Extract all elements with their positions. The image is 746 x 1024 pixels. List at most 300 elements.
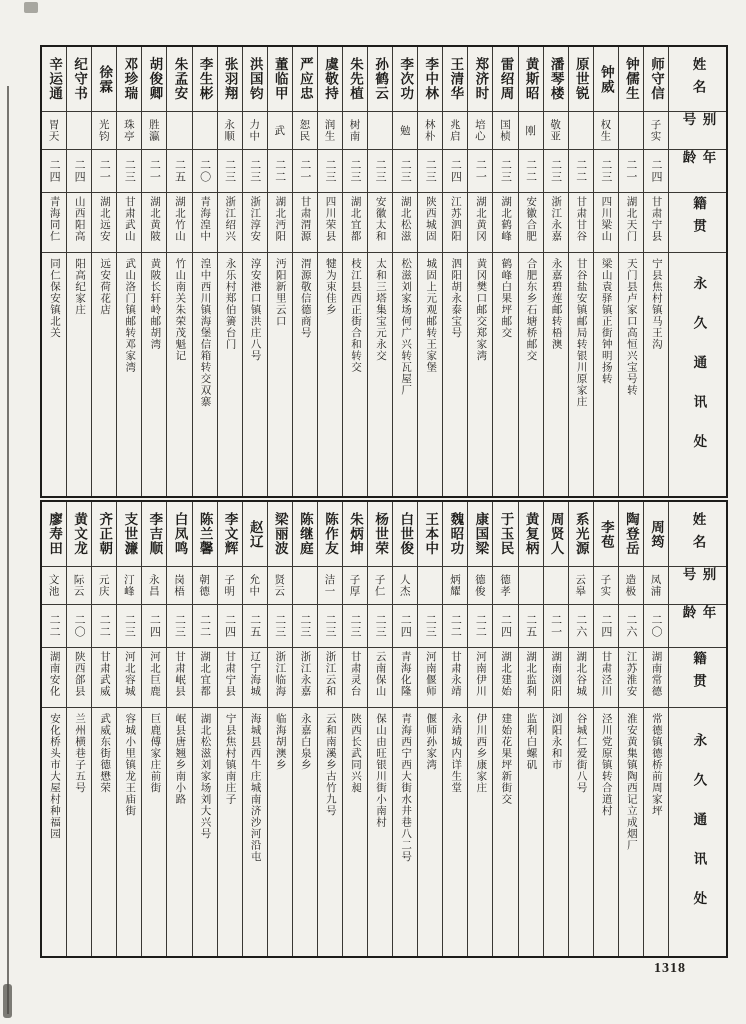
person-name: 朱炳坤 [347,512,364,556]
page-number: 1318 [654,961,686,976]
person-native-place: 湖北鹤峰 [493,192,517,252]
person-column [292,47,317,496]
person-name: 辛运通 [46,57,63,101]
person-native-place: 湖北黄陂 [142,192,166,252]
person-alias: 子厚 [343,566,367,604]
person-age: 二四 [67,149,91,192]
person-address: 淳安港口镇洪庄八号 [243,252,267,496]
person-age: 二三 [393,149,417,192]
person-alias: 岗梧 [167,566,191,604]
person-address: 永乐村郑伯箦台门 [218,252,242,496]
person-name: 王本中 [422,512,439,556]
header-alias-label: 别号 [669,566,726,604]
person-name: 陶登岳 [622,512,639,556]
person-native-place: 青海化隆 [393,647,417,707]
person-address: 宁县焦村镇马王沟 [644,252,668,496]
person-name: 王清华 [447,57,464,101]
person-name: 严应忠 [296,57,313,101]
person-native-place: 浙江绍兴 [218,192,242,252]
person-age: 二一 [293,149,317,192]
person-native-place: 浙江永嘉 [293,647,317,707]
person-alias: 子实 [644,111,668,149]
person-alias: 造极 [619,566,643,604]
scan-artifact-top-mark [24,2,38,13]
person-native-place: 甘肃宁县 [644,192,668,252]
person-name: 李文辉 [221,512,238,556]
person-native-place: 甘肃武山 [117,192,141,252]
person-alias [619,111,643,149]
header-address-label: 永久通讯处 [669,252,726,496]
person-column [568,502,593,956]
person-age: 二四 [142,604,166,647]
person-native-place: 湖南浏阳 [544,647,568,707]
person-age: 二一 [468,149,492,192]
person-native-place: 湖北谷城 [569,647,593,707]
person-native-place: 湖北远安 [92,192,116,252]
person-column [417,502,442,956]
person-name: 白世俊 [397,512,414,556]
person-address: 陕西长武同兴昶 [343,707,367,956]
person-column [342,502,367,956]
person-column [217,502,242,956]
person-alias: 永昌 [142,566,166,604]
person-native-place: 甘肃武威 [92,647,116,707]
person-alias: 汀峰 [117,566,141,604]
header-native-label: 籍贯 [669,647,726,707]
person-name: 胡俊卿 [146,57,163,101]
person-name: 周贤人 [547,512,564,556]
person-address: 伊川西乡康家庄 [468,707,492,956]
person-address: 临海胡澳乡 [268,707,292,956]
person-alias: 朝德 [193,566,217,604]
person-age: 二一 [142,149,166,192]
person-name: 杨世荣 [372,512,389,556]
person-native-place: 湖南安化 [42,647,66,707]
person-column [267,47,292,496]
person-age: 二三 [268,604,292,647]
person-column [91,502,116,956]
person-name: 李中林 [422,57,439,101]
person-address: 武威东街德懋荣 [92,707,116,956]
person-name: 邓珍瑞 [121,57,138,101]
person-name: 黄斯昭 [522,57,539,101]
person-name: 白凤鸣 [171,512,188,556]
person-address: 永靖城内详生堂 [443,707,467,956]
person-name: 支世濂 [121,512,138,556]
person-age: 二三 [343,604,367,647]
person-address: 松滋刘家场何广兴转瓦屋厂 [393,252,417,496]
person-column [442,47,467,496]
person-name: 黄复柄 [522,512,539,556]
person-native-place: 湖北宜都 [193,647,217,707]
person-column [42,502,66,956]
person-native-place: 湖北建始 [493,647,517,707]
person-column [141,47,166,496]
person-address: 保山由旺银川街小南村 [368,707,392,956]
person-address: 太和三塔集宝元永交 [368,252,392,496]
register-table-lower [40,500,728,958]
person-name: 洪国钧 [246,57,263,101]
person-native-place: 安徽合肥 [519,192,543,252]
person-column [141,502,166,956]
person-address: 湟中西川镇海堡信箱转交双寨 [193,252,217,496]
person-age: 二一 [92,149,116,192]
person-name: 孙鹤云 [372,57,389,101]
person-native-place: 江苏泗阳 [443,192,467,252]
header-age-label: 年龄 [669,604,726,647]
person-alias: 刚 [519,111,543,149]
person-alias: 人杰 [393,566,417,604]
person-native-place: 河北容城 [117,647,141,707]
person-age: 二二 [92,604,116,647]
person-alias [544,566,568,604]
person-age: 二三 [318,149,342,192]
person-address: 兰州横巷子五号 [67,707,91,956]
person-alias: 凤浦 [644,566,668,604]
person-address: 浏阳永和市 [544,707,568,956]
person-native-place: 河北巨鹿 [142,647,166,707]
person-address: 湖北松滋刘家场刘大兴号 [193,707,217,956]
person-age: 二二 [268,149,292,192]
person-name: 纪守书 [71,57,88,101]
person-alias: 国桢 [493,111,517,149]
person-column [317,502,342,956]
person-age: 二三 [318,604,342,647]
person-name: 齐正朝 [96,512,113,556]
person-name: 陈作友 [321,512,338,556]
person-age: 二三 [368,149,392,192]
person-name: 陈兰馨 [196,512,213,556]
person-alias: 胜瀛 [142,111,166,149]
person-alias: 子实 [594,566,618,604]
scan-artifact-bottom-smudge [3,984,12,1018]
person-alias [519,566,543,604]
header-name-label: 姓名 [689,511,706,557]
person-age: 二二 [42,604,66,647]
person-native-place: 湖北松滋 [393,192,417,252]
person-age: 二〇 [67,604,91,647]
person-alias: 文池 [42,566,66,604]
person-name: 魏昭功 [447,512,464,556]
person-alias: 敬亚 [544,111,568,149]
person-address: 常德镇德桥前周家坪 [644,707,668,956]
person-age: 二一 [544,604,568,647]
person-address: 阳高纪家庄 [67,252,91,496]
person-column [492,502,517,956]
person-column [392,47,417,496]
person-age: 二五 [519,604,543,647]
person-alias: 力中 [243,111,267,149]
person-age: 二三 [493,149,517,192]
person-age: 二三 [544,149,568,192]
person-age: 二四 [42,149,66,192]
person-address: 沔阳新里云口 [268,252,292,496]
person-name: 李次功 [397,57,414,101]
person-native-place: 甘肃宁县 [218,647,242,707]
person-native-place: 河南偃师 [418,647,442,707]
person-column [568,47,593,496]
person-address: 建始花果坪新街交 [493,707,517,956]
person-name: 师守信 [647,57,664,101]
person-column [292,502,317,956]
person-name: 陈继庭 [296,512,313,556]
person-age: 二四 [594,604,618,647]
person-native-place: 青海同仁 [42,192,66,252]
person-age: 二二 [468,604,492,647]
person-native-place: 青海湟中 [193,192,217,252]
person-alias: 林朴 [418,111,442,149]
person-age: 二三 [368,604,392,647]
person-name: 张羽翔 [221,57,238,101]
person-alias: 珠亭 [117,111,141,149]
person-alias: 云皋 [569,566,593,604]
person-column [91,47,116,496]
person-address: 枝江县西正街合和转交 [343,252,367,496]
person-column [392,502,417,956]
person-native-place: 浙江云和 [318,647,342,707]
person-name: 钟儒生 [622,57,639,101]
person-column [643,502,668,956]
person-column [367,502,392,956]
person-column [492,47,517,496]
person-address: 甘谷盐安镇邮局转银川原家庄 [569,252,593,496]
person-column [192,502,217,956]
person-age: 二三 [167,604,191,647]
person-native-place: 江苏淮安 [619,647,643,707]
person-age: 二三 [594,149,618,192]
person-age: 二五 [243,604,267,647]
person-address: 竹山南关朱荣茂魁记 [167,252,191,496]
header-column [668,47,726,496]
person-column [518,47,543,496]
person-name: 李吉顺 [146,512,163,556]
person-native-place: 甘肃岷县 [167,647,191,707]
person-address: 宁县焦村镇南庄子 [218,707,242,956]
person-column [367,47,392,496]
person-column [442,502,467,956]
person-name: 钟威 [597,64,614,94]
person-column [217,47,242,496]
person-address: 监利白螺矶 [519,707,543,956]
person-address: 黄冈樊口邮交郑家湾 [468,252,492,496]
person-name: 虞敬持 [321,57,338,101]
person-alias [368,111,392,149]
person-address: 青海西宁西大街水井巷八二号 [393,707,417,956]
person-name: 雷绍周 [497,57,514,101]
person-native-place: 湖北沔阳 [268,192,292,252]
person-alias: 洁一 [318,566,342,604]
person-address: 远安荷花店 [92,252,116,496]
person-alias: 贤云 [268,566,292,604]
person-column [66,502,91,956]
person-alias: 兆启 [443,111,467,149]
person-alias: 树南 [343,111,367,149]
person-column [242,47,267,496]
person-native-place: 甘肃甘谷 [569,192,593,252]
person-address: 合肥东乡石塘桥邮交 [519,252,543,496]
person-age: 二六 [569,604,593,647]
person-column [192,47,217,496]
person-age: 二四 [493,604,517,647]
header-name-label: 姓名 [689,56,706,102]
person-alias [569,111,593,149]
person-age: 二四 [644,149,668,192]
person-native-place: 安徽太和 [368,192,392,252]
person-native-place: 湖北黄冈 [468,192,492,252]
person-address: 谷城仁爱街八号 [569,707,593,956]
person-name: 康国梁 [472,512,489,556]
person-alias: 培心 [468,111,492,149]
person-alias: 胃天 [42,111,66,149]
person-age: 二四 [393,604,417,647]
person-name: 赵辽 [246,519,263,549]
person-column [116,502,141,956]
person-address: 安化桥头市大屋村种福园 [42,707,66,956]
person-address: 永嘉白泉乡 [293,707,317,956]
person-age: 二三 [218,149,242,192]
person-column [593,47,618,496]
person-alias: 永顺 [218,111,242,149]
person-native-place: 湖南常德 [644,647,668,707]
person-native-place: 甘肃永靖 [443,647,467,707]
person-alias: 润生 [318,111,342,149]
person-column [66,47,91,496]
person-native-place: 云南保山 [368,647,392,707]
person-column [417,47,442,496]
person-address: 黄陂长轩岭邮胡湾 [142,252,166,496]
person-age: 二一 [619,149,643,192]
person-column [317,47,342,496]
person-address: 巨鹿傅家庄前街 [142,707,166,956]
person-age: 二三 [418,149,442,192]
person-native-place: 辽宁海城 [243,647,267,707]
person-alias [193,111,217,149]
person-address: 容城小里镇龙王庙街 [117,707,141,956]
person-native-place: 陕西郃县 [67,647,91,707]
person-native-place: 四川荣县 [318,192,342,252]
register-table-upper [40,45,728,498]
person-age: 二四 [218,604,242,647]
person-name: 李生彬 [196,57,213,101]
person-age: 二二 [569,149,593,192]
person-column [467,47,492,496]
person-column [342,47,367,496]
person-address: 鹤峰白果坪邮交 [493,252,517,496]
person-alias: 际云 [67,566,91,604]
person-alias: 子明 [218,566,242,604]
person-native-place: 湖北监利 [519,647,543,707]
person-age: 二三 [293,604,317,647]
person-native-place: 湖北宜都 [343,192,367,252]
person-address: 偃师孙家湾 [418,707,442,956]
person-address: 犍为束佳乡 [318,252,342,496]
person-column [643,47,668,496]
person-native-place: 河南伊川 [468,647,492,707]
header-column [668,502,726,956]
person-column [166,502,191,956]
person-column [116,47,141,496]
person-age: 二三 [117,149,141,192]
person-address: 城固上元观邮转王家堡 [418,252,442,496]
person-name: 系光源 [572,512,589,556]
person-native-place: 湖北竹山 [167,192,191,252]
person-address: 渭源敬信德商号 [293,252,317,496]
person-age: 二二 [193,604,217,647]
person-column [618,47,643,496]
person-address: 泾川党原镇转合道村 [594,707,618,956]
person-name: 于玉民 [497,512,514,556]
person-address: 梁山袁驿镇正街钟明扬转 [594,252,618,496]
person-address: 海城县西牛庄城南济沙河沿屯 [243,707,267,956]
person-name: 廖寿田 [46,512,63,556]
person-column [166,47,191,496]
person-name: 李苞 [597,519,614,549]
person-alias: 元庆 [92,566,116,604]
person-native-place: 湖北天门 [619,192,643,252]
person-address: 淮安黄集镇陶西记立成烟厂 [619,707,643,956]
person-address: 永嘉碧莲邮转梧澳 [544,252,568,496]
person-column [267,502,292,956]
person-native-place: 浙江淳安 [243,192,267,252]
person-column [467,502,492,956]
person-alias: 德俊 [468,566,492,604]
person-name: 原世锐 [572,57,589,101]
person-address: 武山洛门镇邮转邓家湾 [117,252,141,496]
person-name: 黄文龙 [71,512,88,556]
header-address-label: 永久通讯处 [669,707,726,956]
person-address: 天门县卢家口高恒兴宝号转 [619,252,643,496]
person-name: 朱先植 [347,57,364,101]
person-name: 董临甲 [271,57,288,101]
person-address: 同仁保安镇北关 [42,252,66,496]
header-native-label: 籍贯 [669,192,726,252]
header-alias-label: 别号 [669,111,726,149]
person-alias: 子仁 [368,566,392,604]
scan-artifact-left-line [7,86,9,1014]
person-name: 梁丽波 [271,512,288,556]
person-address: 泗阳胡永泰宝号 [443,252,467,496]
person-native-place: 甘肃灵台 [343,647,367,707]
person-alias: 恕民 [293,111,317,149]
person-column [543,502,568,956]
person-alias: 德孝 [493,566,517,604]
person-alias: 炳耀 [443,566,467,604]
person-native-place: 浙江永嘉 [544,192,568,252]
person-alias [293,566,317,604]
person-age: 二三 [418,604,442,647]
person-age: 二〇 [193,149,217,192]
person-age: 二四 [443,149,467,192]
person-native-place: 浙江临海 [268,647,292,707]
person-alias: 权生 [594,111,618,149]
person-native-place: 甘肃渭源 [293,192,317,252]
header-age-label: 年龄 [669,149,726,192]
person-age: 二二 [443,604,467,647]
person-column [593,502,618,956]
person-name: 朱孟安 [171,57,188,101]
person-address: 岷县唐翘乡南小路 [167,707,191,956]
person-age: 二三 [243,149,267,192]
person-name: 潘琴楼 [547,57,564,101]
person-age: 二三 [343,149,367,192]
person-age: 二六 [619,604,643,647]
person-alias: 武 [268,111,292,149]
person-age: 二三 [117,604,141,647]
person-alias: 光钧 [92,111,116,149]
person-column [618,502,643,956]
person-name: 郑济时 [472,57,489,101]
person-alias [167,111,191,149]
